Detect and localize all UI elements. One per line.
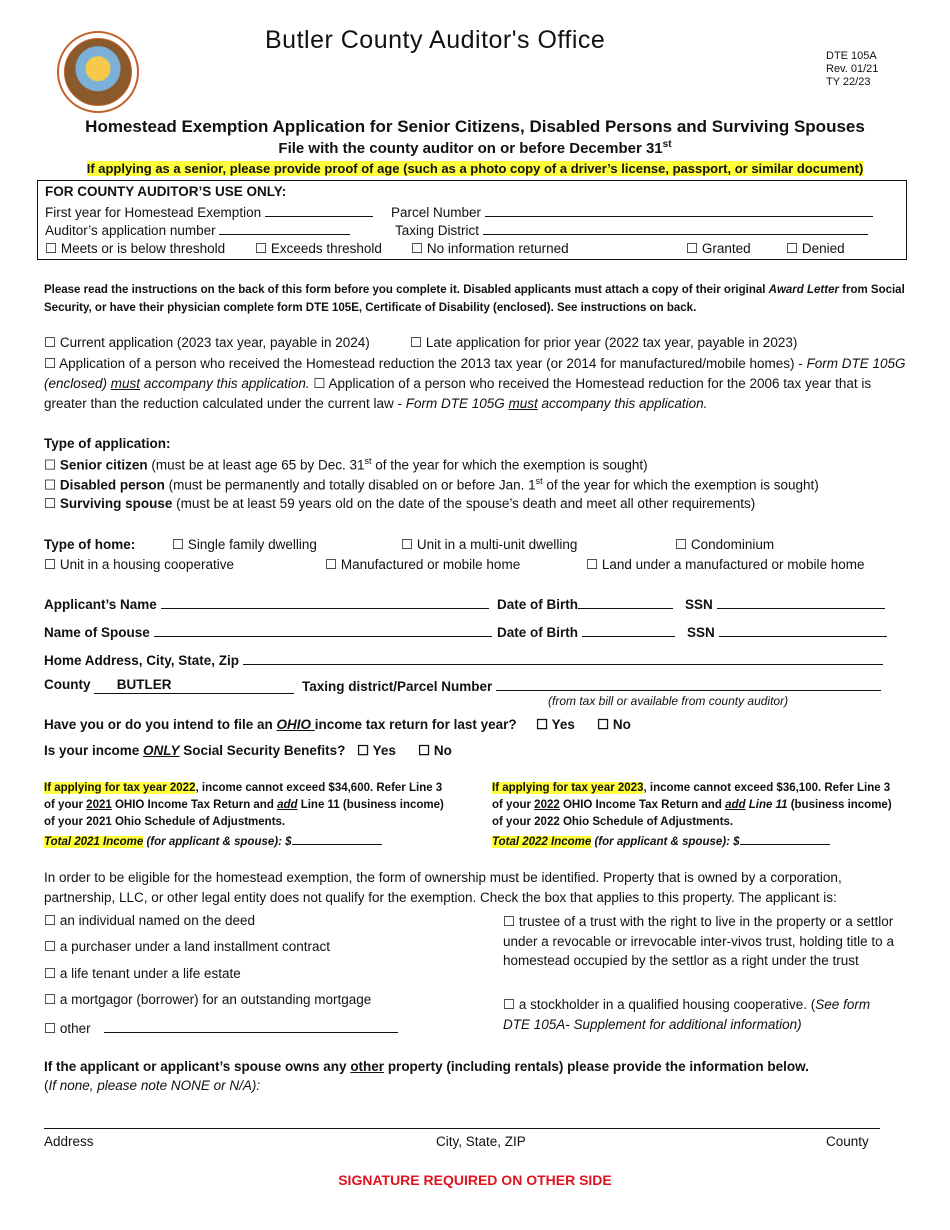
other-ownership-field[interactable]: ☐ other: [44, 1019, 398, 1037]
first-year-field[interactable]: First year for Homestead Exemption: [45, 203, 373, 220]
housing-cooperative-checkbox[interactable]: ☐ Unit in a housing cooperative: [44, 557, 234, 572]
signature-required-notice: SIGNATURE REQUIRED ON OTHER SIDE: [338, 1172, 612, 1188]
other-property-note: (If none, please note NONE or N/A):: [44, 1078, 261, 1093]
disabled-person-checkbox[interactable]: ☐ Disabled person (must be permanently and totally disabled on or before Jan. 1st of the year for which the exemption is sought): [44, 476, 819, 493]
meets-threshold-checkbox[interactable]: ☐ Meets or is below threshold: [45, 241, 226, 256]
auditor-box-heading: FOR COUNTY AUDITOR’S USE ONLY:: [45, 184, 287, 199]
income-2023-block[interactable]: If applying for tax year 2023, income cannot exceed $36,100. Refer Line 3 of your 2022 OHIO Income Tax Return and add Line 11 (business income) of your 2022 Ohio Schedule of Adjustments. Total 2022 Income (for applicant & spouse): $: [492, 782, 892, 848]
multi-unit-checkbox[interactable]: ☐ Unit in a multi-unit dwelling: [401, 537, 578, 552]
proof-of-age-note: If applying as a senior, please provide proof of age (such as a photo copy of a driver’s license, passport, or similar document): [86, 161, 864, 176]
no-info-returned-checkbox[interactable]: ☐ No information returned: [411, 241, 569, 256]
address-column-label: Address: [44, 1134, 94, 1149]
form-revision: Rev. 01/21: [826, 63, 879, 75]
land-contract-checkbox[interactable]: ☐ a purchaser under a land installment contract: [44, 939, 331, 954]
ohio-tax-yes-checkbox[interactable]: ☐ Yes: [536, 717, 575, 732]
late-application-checkbox[interactable]: ☐ Late application for prior year (2022 tax year, payable in 2023): [410, 335, 798, 350]
trustee-checkbox[interactable]: ☐ trustee of a trust with the right to live in the property or a settlor under a revocable or irrevocable inter-vivos trust, holding title to a homestead occupied by the settlor as a right under the trust: [503, 914, 894, 968]
county-column-label: County: [826, 1134, 869, 1149]
ss-only-yes-checkbox[interactable]: ☐ Yes: [357, 743, 396, 758]
home-address-field[interactable]: Home Address, City, State, Zip: [44, 651, 883, 668]
county-field[interactable]: County BUTLER: [44, 677, 294, 694]
deed-individual-checkbox[interactable]: ☐ an individual named on the deed: [44, 913, 256, 928]
denied-checkbox[interactable]: ☐ Denied: [786, 241, 845, 256]
surviving-spouse-checkbox[interactable]: ☐ Surviving spouse (must be at least 59 years old on the date of the spouse’s death and meet all other requirements): [44, 496, 756, 511]
main-title: Homestead Exemption Application for Senior Citizens, Disabled Persons and Surviving Spouses: [85, 117, 865, 136]
subtitle: File with the county auditor on or before December 31st: [278, 139, 672, 157]
other-property-question: If the applicant or applicant’s spouse owns any other property (including rentals) please provide the information below.: [44, 1059, 809, 1074]
form-tax-years: TY 22/23: [826, 76, 871, 88]
land-under-mobile-checkbox[interactable]: ☐ Land under a manufactured or mobile home: [586, 557, 865, 572]
applicant-dob-field[interactable]: Date of Birth: [497, 595, 673, 612]
ss-only-question: Is your income ONLY Social Security Benefits?: [44, 743, 346, 758]
form-code: [826, 50, 878, 89]
instructions-text: Please read the instructions on the back of this form before you complete it. Disabled applicants must attach a copy of their original Award Letter from Social Security, or have their physician complete form DTE 105E, Certificate of Disability (enclosed). See instructions on back.: [44, 284, 905, 314]
stockholder-checkbox[interactable]: ☐ a stockholder in a qualified housing cooperative. (See form DTE 105A- Supplement for additional information): [503, 997, 871, 1032]
county-value: BUTLER: [116, 677, 172, 692]
senior-citizen-checkbox[interactable]: ☐ Senior citizen (must be at least age 65 by Dec. 31st of the year for which the exemption is sought): [44, 456, 648, 473]
office-title: Butler County Auditor's Office: [265, 26, 606, 54]
ss-only-no-checkbox[interactable]: ☐ No: [418, 743, 452, 758]
city-column-label: City, State, ZIP: [436, 1134, 526, 1149]
form-number: DTE 105A: [826, 50, 877, 62]
taxing-district-parcel-field[interactable]: Taxing district/Parcel Number: [302, 677, 881, 694]
single-family-checkbox[interactable]: ☐ Single family dwelling: [172, 537, 317, 552]
income-2022-block[interactable]: If applying for tax year 2022, income cannot exceed $34,600. Refer Line 3 of your 2021 OHIO Income Tax Return and add Line 11 (business income) of your 2021 Ohio Schedule of Adjustments. Total 2021 Income (for applicant & spouse): $: [44, 782, 444, 848]
mobile-home-checkbox[interactable]: ☐ Manufactured or mobile home: [325, 557, 521, 572]
prior-reduction-options[interactable]: ☐ Application of a person who received the Homestead reduction the 2013 tax year (or 2014 for manufactured/mobile homes) - Form DTE 105G (enclosed) must accompany this application. ☐ Application of a person who received the Homestead reduction for the 2006 tax year that is greater than the reduction calculated under the current law - Form DTE 105G must accompany this application.: [44, 356, 906, 411]
ohio-tax-question: Have you or do you intend to file an OHIO income tax return for last year?: [44, 717, 517, 732]
ohio-tax-no-checkbox[interactable]: ☐ No: [597, 717, 631, 732]
type-application-heading: Type of application:: [44, 436, 171, 451]
spouse-dob-field[interactable]: Date of Birth: [497, 623, 675, 640]
spouse-ssn-field[interactable]: SSN: [687, 623, 887, 640]
spouse-name-field[interactable]: Name of Spouse: [44, 623, 492, 640]
seal-emblem-icon: [64, 38, 132, 106]
granted-checkbox[interactable]: ☐ Granted: [686, 241, 751, 256]
other-property-line[interactable]: [44, 1128, 880, 1129]
condominium-checkbox[interactable]: ☐ Condominium: [675, 537, 775, 552]
current-application-checkbox[interactable]: ☐ Current application (2023 tax year, payable in 2024): [44, 335, 370, 350]
parcel-number-field[interactable]: Parcel Number: [391, 203, 873, 220]
applicant-ssn-field[interactable]: SSN: [685, 595, 885, 612]
county-auditor-seal: [57, 31, 139, 113]
taxing-district-field[interactable]: Taxing District: [395, 221, 868, 238]
life-tenant-checkbox[interactable]: ☐ a life tenant under a life estate: [44, 966, 241, 981]
application-number-field[interactable]: Auditor’s application number: [45, 221, 350, 238]
type-home-heading: Type of home:: [44, 537, 136, 552]
exceeds-threshold-checkbox[interactable]: ☐ Exceeds threshold: [255, 241, 382, 256]
ownership-intro: In order to be eligible for the homestead exemption, the form of ownership must be identified. Property that is owned by a corporation, partnership, LLC, or other legal entity does not qualify for the exemption. Check the box that applies to this property. The applicant is:: [44, 870, 842, 905]
applicant-name-field[interactable]: Applicant’s Name: [44, 595, 489, 612]
mortgagor-checkbox[interactable]: ☐ a mortgagor (borrower) for an outstanding mortgage: [44, 992, 372, 1007]
district-note: (from tax bill or available from county auditor): [548, 694, 789, 708]
